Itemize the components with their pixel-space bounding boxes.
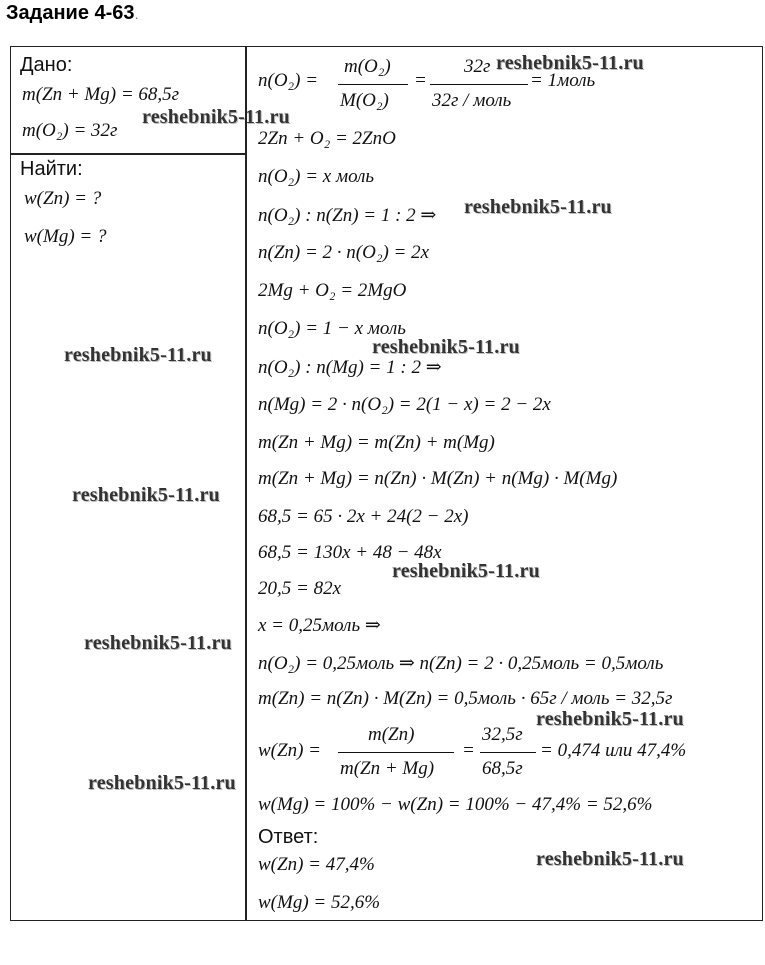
watermark-text: reshebnik5-11.ru [372,336,520,358]
table-vertical-divider [245,46,247,921]
solution-line-1-rhs: = 1моль [530,70,596,91]
watermark-text: reshebnik5-11.ru [84,632,232,654]
equals-sign: = [414,70,427,91]
watermark-text: reshebnik5-11.ru [142,106,290,128]
solution-line: 68,5 = 130x + 48 − 48x [258,542,442,563]
fraction-numerator: m(Zn) [368,724,415,745]
equals-sign: = [462,740,475,761]
solution-line-1-lhs: n(O₂) = [258,70,319,91]
watermark-text: reshebnik5-11.ru [536,708,684,730]
watermark-text: reshebnik5-11.ru [64,344,212,366]
task-title [6,2,138,25]
solution-line: m(Zn + Mg) = n(Zn) · M(Zn) + n(Mg) · M(Mg) [258,468,618,489]
given-label: Дано: [20,54,73,76]
find-line: w(Mg) = ? [24,226,107,247]
fraction-denominator: m(Zn + Mg) [340,758,435,779]
watermark-text: reshebnik5-11.ru [72,484,220,506]
watermark-text: reshebnik5-11.ru [392,560,540,582]
fraction-mass-values [480,722,538,784]
solution-line-wzn-rhs: = 0,474 или 47,4% [540,740,687,761]
task-title-dot: . [134,6,139,22]
solution-line: n(O₂) : n(Mg) = 1 : 2 ⇒ [258,357,442,378]
solution-line: 2Zn + O₂ = 2ZnO [258,128,396,149]
task-title-text: Задание 4-63 [6,2,135,24]
solution-line: x = 0,25моль ⇒ [258,615,381,636]
solution-line: n(O₂) = x моль [258,166,375,187]
fraction-moles-o2 [338,54,410,116]
fraction-bar [480,752,536,753]
given-line: m(O₂) = 32г [22,120,118,141]
answer-line: w(Mg) = 52,6% [258,892,381,913]
solution-line: m(Zn + Mg) = m(Zn) + m(Mg) [258,432,495,453]
fraction-numerator: m(O₂) [344,56,391,77]
answer-line: w(Zn) = 47,4% [258,854,375,875]
solution-line: n(O₂) : n(Zn) = 1 : 2 ⇒ [258,205,437,226]
answer-label: Ответ: [258,826,319,848]
solution-line: w(Mg) = 100% − w(Zn) = 100% − 47,4% = 52,6% [258,794,653,815]
watermark-text: reshebnik5-11.ru [464,196,612,218]
fraction-denominator: M(O₂) [340,90,389,111]
solution-line: n(Mg) = 2 · n(O₂) = 2(1 − x) = 2 − 2x [258,394,551,415]
solution-line: 68,5 = 65 · 2x + 24(2 − 2x) [258,506,469,527]
fraction-bar [338,84,408,85]
solution-line-wzn-lhs: w(Zn) = [258,740,321,761]
fraction-denominator: 32г / моль [432,90,512,111]
solution-line: m(Zn) = n(Zn) · M(Zn) = 0,5моль · 65г / моль = 32,5г [258,688,673,709]
solution-line: n(O₂) = 1 − x моль [258,318,406,339]
fraction-numerator: 32,5г [482,724,523,745]
fraction-numerator: 32г [464,56,491,77]
watermark-text: reshebnik5-11.ru [88,772,236,794]
fraction-mass-ratio [338,722,456,784]
solution-line: n(Zn) = 2 · n(O₂) = 2x [258,242,430,263]
fraction-bar [338,752,454,753]
fraction-denominator: 68,5г [482,758,523,779]
given-line: m(Zn + Mg) = 68,5г [22,84,180,105]
watermark-text: reshebnik5-11.ru [536,848,684,870]
find-line: w(Zn) = ? [24,188,102,209]
fraction-bar [430,84,528,85]
find-label: Найти: [20,158,83,180]
solution-line: 20,5 = 82x [258,578,342,599]
watermark-text: reshebnik5-11.ru [496,52,644,74]
solution-line: 2Mg + O₂ = 2MgO [258,280,407,301]
table-horizontal-divider [10,153,246,155]
solution-line: n(O₂) = 0,25моль ⇒ n(Zn) = 2 · 0,25моль = 0,5моль [258,653,664,674]
